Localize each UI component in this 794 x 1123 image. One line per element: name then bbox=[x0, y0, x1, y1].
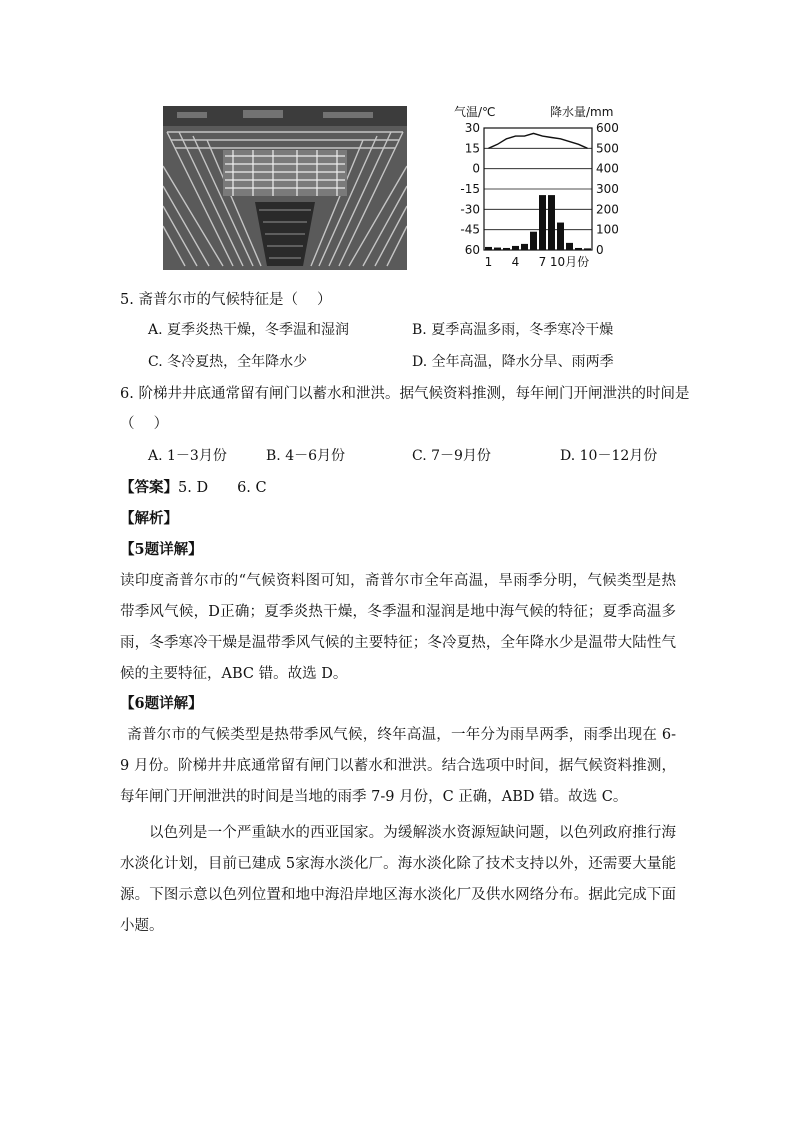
q6-option-a[interactable]: A. 1－3月份 bbox=[148, 448, 227, 464]
detail5-text: 读印度斋普尔市的“气候资料图可知，斋普尔市全年高温，旱雨季分明，气候类型是热带季风气候，D正确；夏季炎热干燥，冬季温和湿润是地中海气候的特征；夏季高温多雨，冬季寒冷干燥是温带季风气候的主要特征；冬冷夏热，全年降水少是温带大陆性气候的主要特征，ABC 错。故选 D。 bbox=[120, 573, 676, 682]
stepwell-photo bbox=[163, 106, 407, 270]
temp-tick-label: -30 bbox=[460, 202, 480, 217]
precip-tick-label: 0 bbox=[596, 243, 604, 257]
month-tick-labels bbox=[485, 255, 589, 269]
q5-option-c[interactable]: C. 冬冷夏热，全年降水少 bbox=[148, 354, 308, 370]
precip-bar bbox=[485, 247, 492, 250]
temperature-line bbox=[489, 133, 588, 148]
precip-tick-label: 100 bbox=[596, 222, 619, 237]
intro-paragraph: 以色列是一个严重缺水的西亚国家。为缓解淡水资源短缺问题，以色列政府推行海水淡化计划，目前已建成 5家海水淡化厂。海水淡化除了技术支持以外，还需要大量能源。下图示意以色列位置和地中海沿岸地区海水淡化厂及供水网络分布。据此完成下面小题。 bbox=[120, 825, 676, 934]
q5-option-d[interactable]: D. 全年高温，降水分旱、雨两季 bbox=[412, 354, 614, 370]
month-tick-label: 4 bbox=[511, 255, 520, 269]
climate-chart bbox=[426, 100, 636, 278]
q5-option-b[interactable]: B. 夏季高温多雨，冬季寒冷干燥 bbox=[412, 322, 614, 338]
temp-tick-label: 0 bbox=[472, 161, 480, 176]
q6-option-c[interactable]: C. 7－9月份 bbox=[412, 448, 491, 464]
precip-bar bbox=[548, 195, 555, 250]
precip-bar bbox=[575, 248, 582, 250]
detail6-text: 斋普尔市的气候类型是热带季风气候，终年高温，一年分为雨旱两季，雨季出现在 6-9 月份。阶梯井井底通常留有闸门以蓄水和泄洪。结合选项中时间，据气候资料推测，每年闸门开闸泄洪的时间是当地的雨季 7-9 月份，C 正确，ABD 错。故选 C。 bbox=[120, 727, 676, 805]
precipitation-bars bbox=[485, 195, 591, 250]
month-tick-label: 1 bbox=[484, 255, 493, 269]
temp-tick-label: 60 bbox=[464, 243, 480, 257]
temp-tick-label: -45 bbox=[460, 222, 480, 237]
temp-tick-label: 15 bbox=[464, 141, 480, 156]
precip-tick-labels bbox=[596, 121, 619, 257]
precip-axis-title: 降水量/mm bbox=[550, 105, 614, 119]
precip-bar bbox=[494, 248, 501, 250]
analysis-label: 【解析】 bbox=[120, 510, 178, 527]
q6-option-b[interactable]: B. 4－6月份 bbox=[266, 448, 346, 464]
precip-tick-label: 400 bbox=[596, 161, 619, 176]
chart-grid bbox=[484, 128, 592, 250]
precip-bar bbox=[503, 248, 510, 250]
precip-bar bbox=[530, 232, 537, 250]
temp-tick-label: -15 bbox=[460, 182, 480, 196]
temp-tick-label: 30 bbox=[464, 121, 480, 135]
q6-option-d[interactable]: D. 10－12月份 bbox=[560, 448, 658, 464]
q5-option-a[interactable]: A. 夏季炎热干燥，冬季温和湿润 bbox=[148, 322, 350, 338]
precip-bar bbox=[584, 248, 591, 250]
detail5-label: 【5题详解】 bbox=[120, 541, 203, 558]
answer-text: 5. D 6. C bbox=[178, 480, 267, 496]
temp-tick-labels bbox=[460, 121, 480, 257]
answer-line bbox=[120, 478, 267, 498]
detail6-label: 【6题详解】 bbox=[120, 695, 203, 712]
q6-stem: 6. 阶梯井井底通常留有闸门以蓄水和泄洪。据气候资料推测，每年闸门开闸泄洪的时间是 bbox=[120, 386, 690, 402]
month-tick-label: 10月份 bbox=[549, 255, 590, 269]
precip-bar bbox=[512, 246, 519, 250]
q5-stem: 5. 斋普尔市的气候特征是（ ） bbox=[120, 292, 332, 308]
precip-tick-label: 200 bbox=[596, 202, 619, 217]
precip-tick-label: 300 bbox=[596, 182, 619, 196]
precip-bar bbox=[566, 243, 573, 250]
answer-label: 【答案】 bbox=[120, 479, 178, 496]
q6-stem-continued: （ ） bbox=[120, 416, 169, 432]
temp-axis-title: 气温/℃ bbox=[454, 105, 496, 119]
chart-axis-titles bbox=[454, 104, 613, 119]
month-tick-label: 7 bbox=[538, 255, 547, 269]
precip-bar bbox=[557, 223, 564, 250]
precip-bar bbox=[521, 244, 528, 250]
precip-tick-label: 600 bbox=[596, 121, 619, 135]
precip-tick-label: 500 bbox=[596, 141, 619, 156]
precip-bar bbox=[539, 195, 546, 250]
